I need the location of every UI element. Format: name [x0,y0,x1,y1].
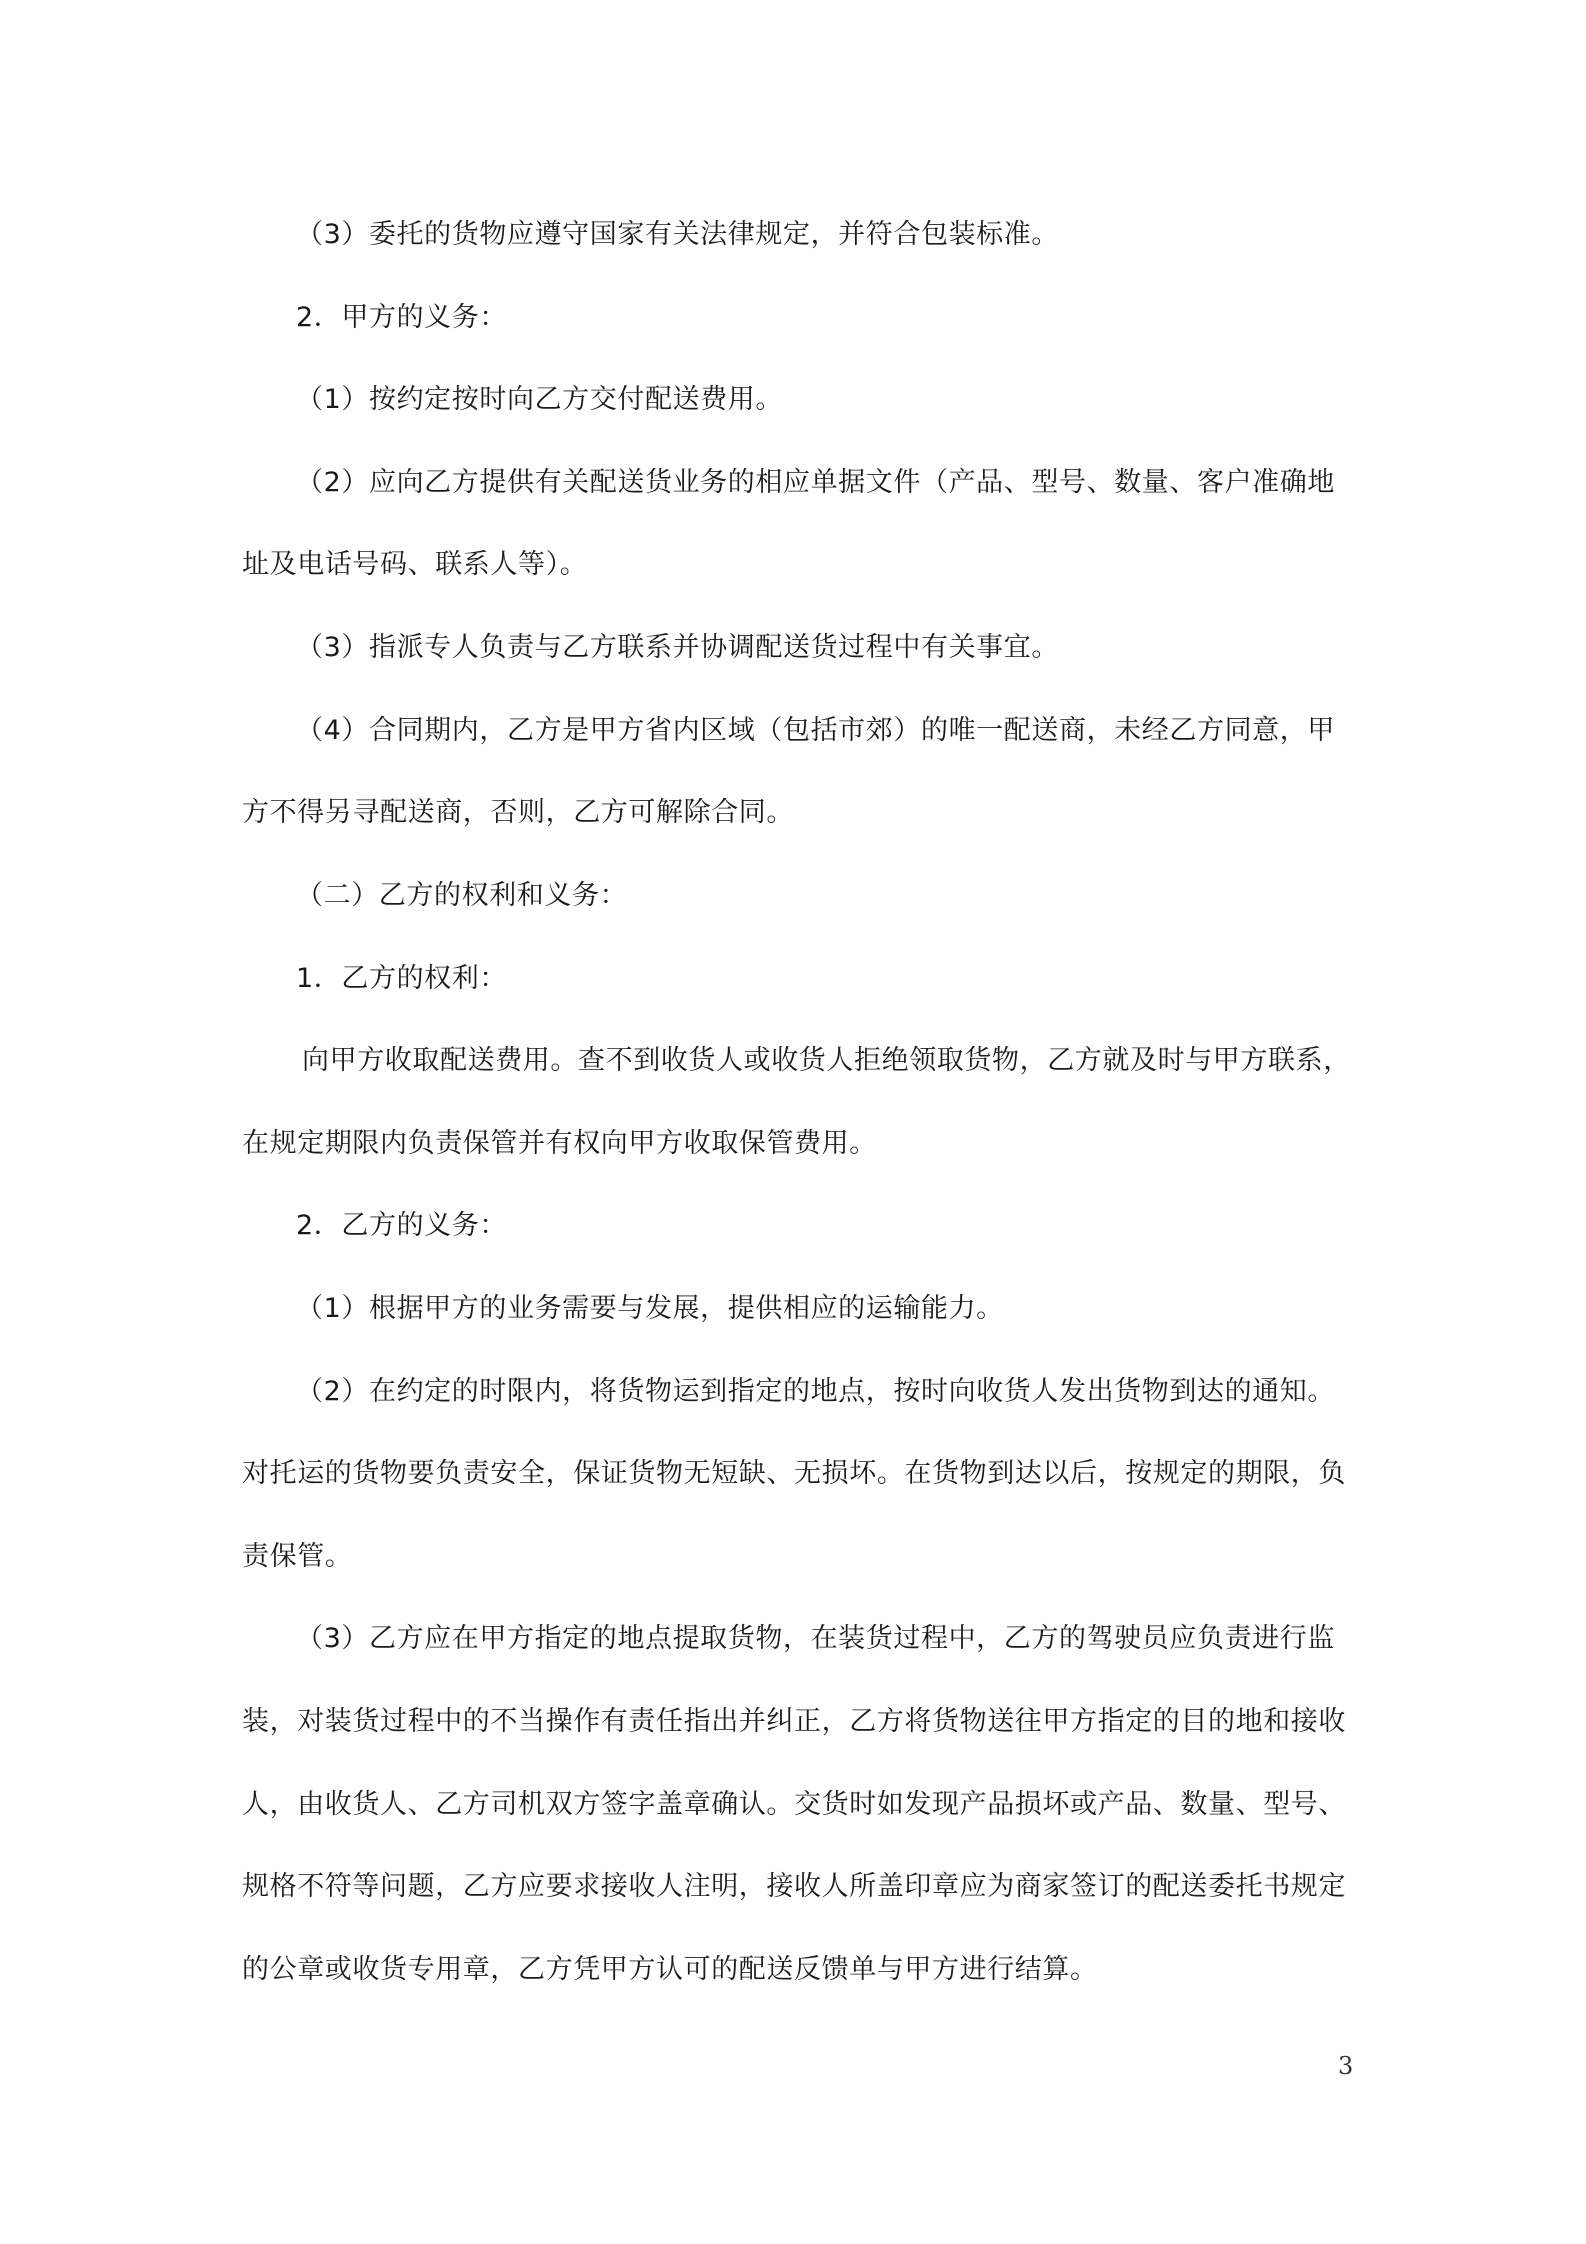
text-line: （3）乙方应在甲方指定的地点提取货物，在装货过程中，乙方的驾驶员应负责进行监 [296,1623,1335,1654]
section-heading: 2．甲方的义务： [296,302,507,333]
page-number: 3 [1338,2052,1354,2080]
text-line: （1）按约定按时向乙方交付配送费用。 [296,384,783,415]
text-line: 在规定期限内负责保管并有权向甲方收取保管费用。 [242,1128,877,1159]
section-heading: 1．乙方的权利： [296,963,507,994]
text-line: 的公章或收货专用章，乙方凭甲方认可的配送反馈单与甲方进行结算。 [242,1954,1098,1985]
section-heading: 2．乙方的义务： [296,1210,507,1241]
text-line: 方不得另寻配送商，否则，乙方可解除合同。 [242,797,794,828]
text-line: 规格不符等问题，乙方应要求接收人注明，接收人所盖印章应为商家签订的配送委托书规定 [242,1871,1346,1902]
text-line: 责保管。 [242,1541,353,1572]
text-line: 人，由收货人、乙方司机双方签字盖章确认。交货时如发现产品损坏或产品、数量、型号、 [242,1789,1346,1820]
text-line: （3）委托的货物应遵守国家有关法律规定，并符合包装标准。 [296,219,1059,250]
text-line: 址及电话号码、联系人等）。 [242,549,588,580]
text-line: （1）根据甲方的业务需要与发展，提供相应的运输能力。 [296,1293,1004,1324]
text-line: （2）应向乙方提供有关配送货业务的相应单据文件（产品、型号、数量、客户准确地 [296,467,1335,498]
text-line: 装，对装货过程中的不当操作有责任指出并纠正，乙方将货物送往甲方指定的目的地和接收 [242,1706,1346,1737]
text-line: 向甲方收取配送费用。查不到收货人或收货人拒绝领取货物，乙方就及时与甲方联系， [302,1045,1351,1076]
text-line: （4）合同期内，乙方是甲方省内区域（包括市郊）的唯一配送商，未经乙方同意，甲 [296,715,1335,746]
text-line: （3）指派专人负责与乙方联系并协调配送货过程中有关事宜。 [296,632,1059,663]
section-heading: （二）乙方的权利和义务： [296,880,628,911]
text-line: （2）在约定的时限内，将货物运到指定的地点，按时向收货人发出货物到达的通知。 [296,1376,1335,1407]
text-line: 对托运的货物要负责安全，保证货物无短缺、无损坏。在货物到达以后，按规定的期限，负 [242,1458,1346,1489]
